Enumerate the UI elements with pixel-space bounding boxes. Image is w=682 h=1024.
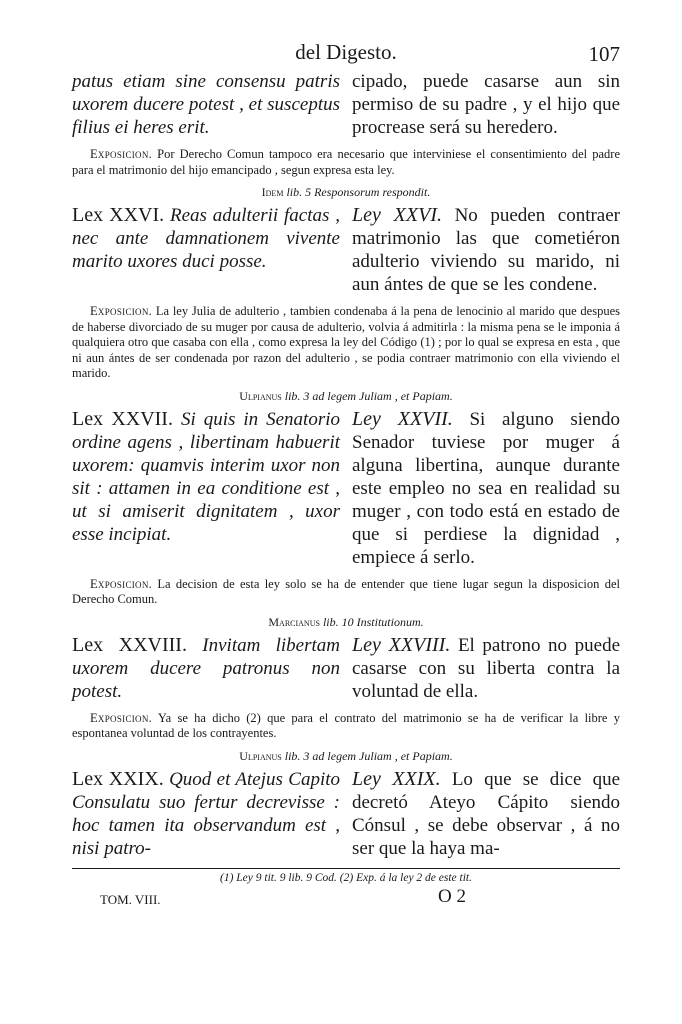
spanish-body: Lo que se dice que decretó Ateyo Cápito siendo Cónsul , se debe observar , á no ser que la haya ma- <box>352 768 620 859</box>
author: Ulpianus <box>239 388 282 403</box>
ley-number: Ley XXVIII. <box>352 633 451 656</box>
source: lib. 3 ad legem Juliam , et Papiam. <box>284 388 453 403</box>
lex-number: Lex XXVII. <box>72 407 173 430</box>
spanish-text: cipado, puede casarse aun sin permiso de su padre , y el hijo que procrease será su heredero. <box>352 71 620 138</box>
exposicion-text: La decision de esta ley solo se ha de entender que tiene lugar segun la disposicion del Derecho Comun. <box>72 576 620 606</box>
footnotes: (1) Ley 9 tit. 9 lib. 9 Cod. (2) Exp. á la ley 2 de este tit. <box>220 871 472 884</box>
author: Ulpianus <box>239 748 282 763</box>
latin-text <box>72 768 340 860</box>
exposicion-label: Exposicion. <box>90 147 153 161</box>
page-header <box>72 40 620 70</box>
spanish-text <box>352 634 620 703</box>
author: Marcianus <box>268 614 320 629</box>
source: lib. 10 Institutionum. <box>322 614 424 629</box>
spanish-text <box>352 768 620 860</box>
latin-body: Si quis in Senatorio ordine agens , libertinam habuerit uxorem: quamvis interim uxor non sit : attamen in ea conditione est , ut si amiserit dignitatem , uxor esse incipiat. <box>72 408 341 545</box>
spanish-body: El patrono no puede casarse con su liberta contra la voluntad de ella. <box>352 634 621 702</box>
attribution-29 <box>72 749 620 764</box>
exposicion-2 <box>72 304 620 382</box>
exposicion-text: Ya se ha dicho (2) que para el contrato del matrimonio se ha de verificar la libre y espontanea voluntad de los contrayentes. <box>72 710 620 740</box>
law-28 <box>72 634 620 703</box>
exposicion-3 <box>72 577 620 608</box>
page <box>72 40 620 912</box>
exposicion-label: Exposicion. <box>90 304 153 318</box>
attribution-26 <box>72 185 620 200</box>
spanish-text <box>352 204 620 296</box>
exposicion-text: Por Derecho Comun tampoco era necesario que interviniese el consentimiento del padre para el matrimonio del hijo emancipado , segun expresa esta ley. <box>72 147 620 177</box>
latin-text <box>72 204 340 296</box>
exposicion-label: Exposicion. <box>90 710 153 725</box>
exposicion-1 <box>72 147 620 178</box>
ley-number: Ley XXVII. <box>352 407 453 430</box>
attribution-27 <box>72 389 620 404</box>
page-footer <box>72 886 620 912</box>
ley-number: Ley XXIX. <box>352 767 441 790</box>
latin-body: Invitam libertam uxorem ducere patronus non potest. <box>72 634 341 702</box>
law-25-continuation <box>72 70 620 139</box>
spanish-body: No pueden contraer matrimonio las que cometiéron adulterio viviendo su marido, ni aun ántes de que se les condene. <box>352 205 620 295</box>
lex-number: Lex XXIX. <box>72 767 164 790</box>
law-27 <box>72 408 620 569</box>
source: lib. 5 Responsorum respondit. <box>286 185 431 199</box>
latin-text <box>72 634 340 703</box>
latin-text <box>72 408 340 569</box>
page-number: 107 <box>588 42 620 66</box>
signature-mark: O 2 <box>438 885 466 907</box>
latin-body: Quod et Atejus Capito Consulatu suo fertur decrevisse : hoc tamen ita observandum est , nisi patro- <box>72 768 340 859</box>
author: Idem <box>261 185 284 199</box>
latin-text: patus etiam sine consensu patris uxorem ducere potest , et susceptus filius ei heres erit. <box>72 71 340 138</box>
lex-number: Lex XXVI. <box>72 204 165 226</box>
spanish-body: Si alguno siendo Senador tuviese por muger á alguna libertina, aunque durante este empleo no sea en realidad su muger , con todo está en estado de que si perdiese la dignidad , empiece á serlo. <box>352 408 620 568</box>
footnote-rule <box>72 868 620 869</box>
volume-label: TOM. VIII. <box>100 891 161 907</box>
law-26 <box>72 204 620 296</box>
spanish-text <box>352 408 620 569</box>
lex-number: Lex XXVIII. <box>72 633 187 656</box>
ley-number: Ley XXVI. <box>352 204 442 226</box>
source: lib. 3 ad legem Juliam , et Papiam. <box>284 748 453 763</box>
exposicion-label: Exposicion. <box>90 576 153 591</box>
attribution-28 <box>72 615 620 630</box>
exposicion-text: La ley Julia de adulterio , tambien condenaba á la pena de lenocinio al marido que despues de haberse divorciado de su muger por causa de adulterio, volvia á admitirla : la misma pena se le imponia á qualquiera otro que casaba con ella , como expresa la ley del Código (1) ; por lo qual se expresa en esta , que ni aun ántes de ser condenada por razon del adulterio , se podia contraer matrimonio con ella viviendo el marido. <box>72 304 620 380</box>
latin-body: Reas adulterii factas , nec ante damnationem vivente marito uxores duci posse. <box>72 205 340 272</box>
law-29 <box>72 768 620 860</box>
exposicion-4 <box>72 711 620 742</box>
running-title: del Digesto. <box>295 40 397 64</box>
